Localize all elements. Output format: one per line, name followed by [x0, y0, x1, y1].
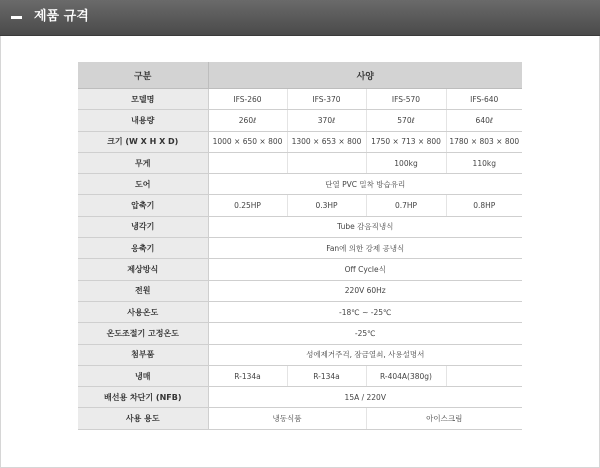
table-cell: IFS-570	[366, 89, 446, 110]
row-label: 첨부품	[78, 344, 208, 365]
table-cell: 570ℓ	[366, 110, 446, 131]
table-cell: IFS-370	[287, 89, 366, 110]
row-label: 응축기	[78, 238, 208, 259]
table-cell	[208, 152, 287, 173]
table-cell: 260ℓ	[208, 110, 287, 131]
row-label: 사용 용도	[78, 408, 208, 429]
table-cell: 370ℓ	[287, 110, 366, 131]
table-cell: 1000 × 650 × 800	[208, 131, 287, 152]
table-row	[78, 110, 522, 131]
table-cell: 220V 60Hz	[208, 280, 522, 301]
column-header-category: 구분	[78, 62, 208, 89]
table-row	[78, 408, 522, 429]
table-cell: 아이스크림	[366, 408, 522, 429]
table-cell: IFS-640	[446, 89, 522, 110]
row-label: 사용온도	[78, 301, 208, 322]
table-cell: 0.3HP	[287, 195, 366, 216]
table-cell: Tube 감음직냉식	[208, 216, 522, 237]
section-title: 제품 규격	[34, 9, 89, 24]
table-cell: R-134a	[287, 365, 366, 386]
section-header	[0, 0, 600, 36]
row-label: 크기 (W X H X D)	[78, 131, 208, 152]
table-cell: 냉동식품	[208, 408, 366, 429]
row-label: 냉각기	[78, 216, 208, 237]
table-cell: 1780 × 803 × 800	[446, 131, 522, 152]
table-row	[78, 301, 522, 322]
table-cell: Fan에 의한 강제 공냉식	[208, 238, 522, 259]
row-label: 무게	[78, 152, 208, 173]
row-label: 모델명	[78, 89, 208, 110]
table-cell: R-134a	[208, 365, 287, 386]
table-cell: 1300 × 653 × 800	[287, 131, 366, 152]
table-cell: 단열 PVC 밀착 방습유리	[208, 174, 522, 195]
column-header-spec: 사양	[208, 62, 522, 89]
table-row	[78, 280, 522, 301]
table-cell	[446, 365, 522, 386]
table-row	[78, 216, 522, 237]
table-cell: 성에제거주걱, 잠금열쇠, 사용설명서	[208, 344, 522, 365]
table-row	[78, 365, 522, 386]
table-cell: 110kg	[446, 152, 522, 173]
row-label: 전원	[78, 280, 208, 301]
row-label: 내용량	[78, 110, 208, 131]
row-label: 제상방식	[78, 259, 208, 280]
row-label: 도어	[78, 174, 208, 195]
table-row	[78, 387, 522, 408]
table-row	[78, 174, 522, 195]
table-cell: 100kg	[366, 152, 446, 173]
spec-table	[78, 62, 522, 430]
table-cell: -18℃ ~ -25℃	[208, 301, 522, 322]
table-cell: 1750 × 713 × 800	[366, 131, 446, 152]
table-cell: -25℃	[208, 323, 522, 344]
table-row	[78, 344, 522, 365]
row-label: 냉매	[78, 365, 208, 386]
row-label: 온도조절기 고정온도	[78, 323, 208, 344]
table-row	[78, 131, 522, 152]
table-cell: 0.8HP	[446, 195, 522, 216]
table-cell	[287, 152, 366, 173]
row-label: 배선용 차단기 (NFB)	[78, 387, 208, 408]
table-row	[78, 195, 522, 216]
table-row	[78, 89, 522, 110]
table-cell: 15A / 220V	[208, 387, 522, 408]
dash-icon	[11, 16, 22, 19]
table-row	[78, 238, 522, 259]
table-header-row	[78, 62, 522, 89]
table-cell: R-404A(380g)	[366, 365, 446, 386]
table-cell: 640ℓ	[446, 110, 522, 131]
row-label: 압축기	[78, 195, 208, 216]
table-cell: IFS-260	[208, 89, 287, 110]
table-cell: 0.25HP	[208, 195, 287, 216]
table-row	[78, 152, 522, 173]
table-cell: Off Cycle식	[208, 259, 522, 280]
table-row	[78, 259, 522, 280]
table-cell: 0.7HP	[366, 195, 446, 216]
table-row	[78, 323, 522, 344]
